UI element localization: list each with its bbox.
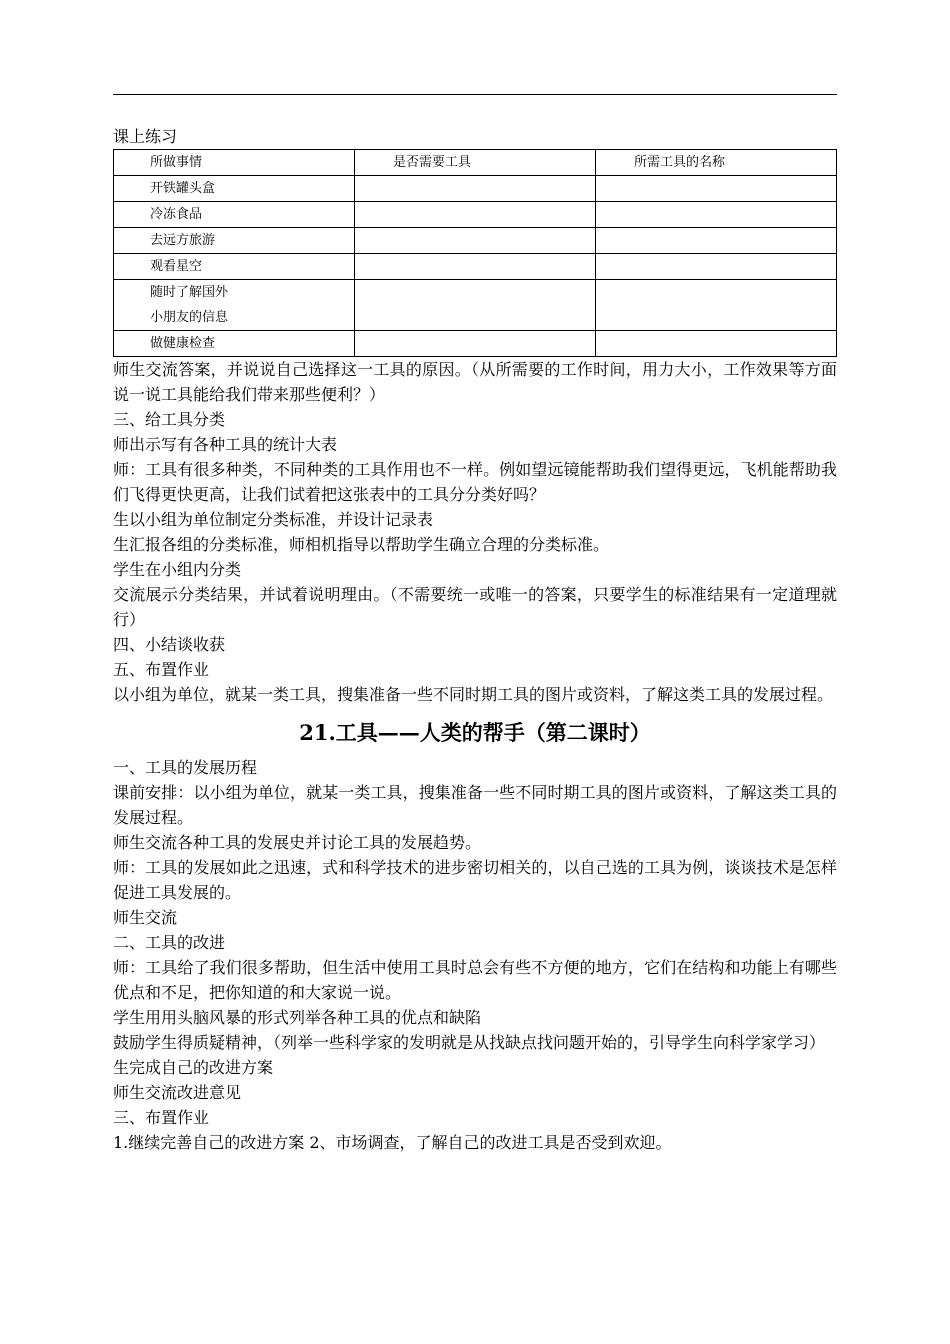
practice-table <box>113 149 837 357</box>
tool-cell <box>596 228 837 254</box>
table-header: 所需工具的名称 <box>596 150 837 176</box>
document-body <box>113 124 837 1155</box>
paragraph: 生汇报各组的分类标准，师相机指导以帮助学生确立合理的分类标准。 <box>113 535 610 554</box>
need-cell <box>355 202 596 228</box>
paragraph: 生以小组为单位制定分类标准，并设计记录表 <box>113 510 434 529</box>
paragraph: 师生交流各种工具的发展史并讨论工具的发展趋势。 <box>113 833 482 852</box>
paragraph: 1.继续完善自己的改进方案 2、市场调查，了解自己的改进工具是否受到欢迎。 <box>113 1133 672 1152</box>
task-cell: 去远方旅游 <box>114 228 355 254</box>
task-cell: 观看星空 <box>114 254 355 280</box>
section-heading: 三、给工具分类 <box>113 410 226 429</box>
paragraph: 师生交流改进意见 <box>113 1083 242 1102</box>
need-cell <box>355 176 596 202</box>
table-row <box>114 254 837 280</box>
paragraph: 师生交流 <box>113 908 178 927</box>
need-cell <box>355 331 596 357</box>
paragraph: 师：工具的发展如此之迅速，式和科学技术的进步密切相关的，以自己选的工具为例，谈谈技术是怎样促进工具发展的。 <box>113 858 837 902</box>
practice-label: 课上练习 <box>113 127 178 146</box>
paragraph: 师：工具给了我们很多帮助，但生活中使用工具时总会有些不方便的地方，它们在结构和功能上有哪些优点和不足，把你知道的和大家说一说。 <box>113 958 837 1002</box>
paragraph: 生完成自己的改进方案 <box>113 1058 274 1077</box>
paragraph: 鼓励学生得质疑精神，（列举一些科学家的发明就是从找缺点找问题开始的，引导学生向科学家学习） <box>113 1033 826 1052</box>
section-heading: 一、工具的发展历程 <box>113 758 258 777</box>
tool-cell <box>596 202 837 228</box>
section-heading: 四、小结谈收获 <box>113 635 226 654</box>
task-cell: 冷冻食品 <box>114 202 355 228</box>
paragraph: 师出示写有各种工具的统计大表 <box>113 435 338 454</box>
header-rule <box>113 94 837 95</box>
tool-cell <box>596 331 837 357</box>
paragraph: 师生交流答案，并说说自己选择这一工具的原因。（从所需要的工作时间，用力大小，工作效果等方面说一说工具能给我们带来那些便利？） <box>113 360 837 404</box>
table-header: 是否需要工具 <box>355 150 596 176</box>
need-cell <box>355 228 596 254</box>
table-row <box>114 176 837 202</box>
paragraph: 交流展示分类结果，并试着说明理由。（不需要统一或唯一的答案，只要学生的标准结果有一定道理就行） <box>113 585 837 629</box>
table-header-row <box>114 150 837 176</box>
paragraph: 课前安排：以小组为单位，就某一类工具，搜集准备一些不同时期工具的图片或资料，了解这类工具的发展过程。 <box>113 783 837 827</box>
section-heading: 二、工具的改进 <box>113 933 226 952</box>
paragraph: 学生用用头脑风暴的形式列举各种工具的优点和缺陷 <box>113 1008 482 1027</box>
task-cell: 开铁罐头盒 <box>114 176 355 202</box>
paragraph: 师：工具有很多种类，不同种类的工具作用也不一样。例如望远镜能帮助我们望得更远，飞机能帮助我们飞得更快更高，让我们试着把这张表中的工具分分类好吗？ <box>113 460 837 504</box>
table-row <box>114 331 837 357</box>
need-cell <box>355 254 596 280</box>
section-heading: 五、布置作业 <box>113 660 210 679</box>
task-cell <box>114 280 355 331</box>
paragraph: 以小组为单位，就某一类工具，搜集准备一些不同时期工具的图片或资料，了解这类工具的发展过程。 <box>113 685 834 704</box>
tool-cell <box>596 176 837 202</box>
section-heading: 三、布置作业 <box>113 1108 210 1127</box>
table-row <box>114 228 837 254</box>
table-row <box>114 280 837 331</box>
paragraph: 学生在小组内分类 <box>113 560 242 579</box>
need-cell <box>355 280 596 331</box>
tool-cell <box>596 280 837 331</box>
lesson-title: 21.工具——人类的帮手（第二课时） <box>299 720 651 745</box>
table-header: 所做事情 <box>114 150 355 176</box>
table-row <box>114 202 837 228</box>
task-line: 小朋友的信息 <box>150 310 229 325</box>
task-line: 随时了解国外 <box>150 285 229 300</box>
task-cell: 做健康检查 <box>114 331 355 357</box>
tool-cell <box>596 254 837 280</box>
